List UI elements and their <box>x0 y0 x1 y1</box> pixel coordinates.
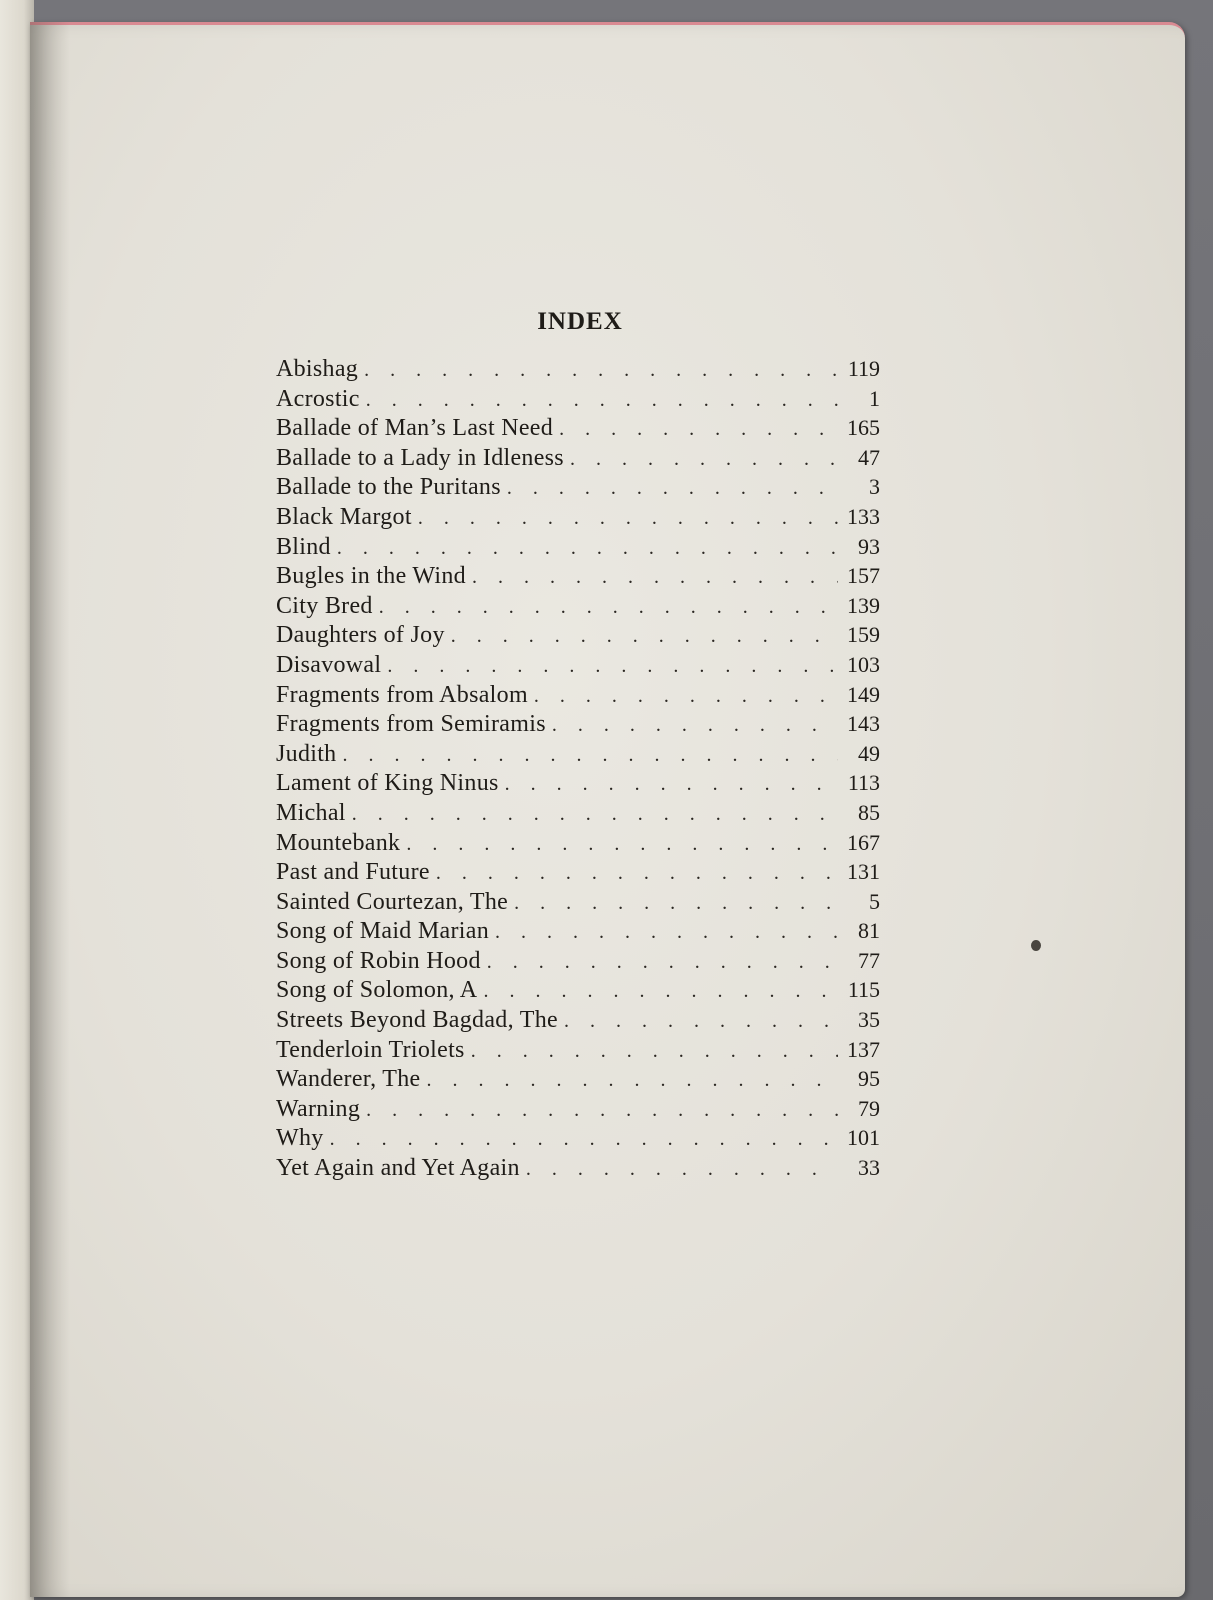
index-heading: INDEX <box>537 308 623 335</box>
dot-leader <box>552 714 838 737</box>
entry-title: Blind <box>276 533 331 560</box>
dot-leader <box>451 625 838 648</box>
dot-leader <box>364 359 838 382</box>
entry-title: Michal <box>276 799 346 826</box>
entry-page-number: 93 <box>858 533 880 559</box>
index-entry <box>276 682 880 712</box>
index-list <box>276 356 880 1185</box>
entry-page-number: 165 <box>847 415 880 441</box>
entry-title: Ballade of Man’s Last Need <box>276 415 554 442</box>
entry-title: Fragments from Semiramis <box>276 711 546 738</box>
entry-title: Yet Again and Yet Again <box>276 1155 520 1182</box>
index-entry <box>276 741 880 771</box>
entry-title: Why <box>276 1125 324 1152</box>
entry-page-number: 77 <box>858 947 880 973</box>
entry-title: Black Margot <box>276 503 412 530</box>
dot-leader <box>330 1128 838 1151</box>
entry-title: Tenderloin Triolets <box>276 1036 465 1063</box>
index-entry <box>276 711 880 741</box>
entry-title: Warning <box>276 1095 361 1122</box>
entry-page-number: 149 <box>847 681 880 707</box>
entry-title: Wanderer, The <box>276 1066 421 1093</box>
entry-title: Daughters of Joy <box>276 622 445 649</box>
entry-page-number: 167 <box>847 829 880 855</box>
entry-page-number: 157 <box>847 563 880 589</box>
entry-title: Bugles in the Wind <box>276 563 466 590</box>
entry-page-number: 137 <box>847 1036 880 1062</box>
entry-title: Sainted Courtezan, The <box>276 888 509 915</box>
entry-title: Acrostic <box>276 385 360 412</box>
index-entry <box>276 652 880 682</box>
entry-page-number: 101 <box>847 1125 880 1151</box>
index-entry <box>276 918 880 948</box>
entry-title: Ballade to the Puritans <box>276 474 501 501</box>
dot-leader <box>487 951 838 974</box>
entry-page-number: 5 <box>869 888 880 914</box>
dot-leader <box>514 892 838 915</box>
index-entry <box>276 445 880 475</box>
dot-leader <box>471 1040 838 1063</box>
index-entry <box>276 622 880 652</box>
index-entry <box>276 859 880 889</box>
entry-page-number: 81 <box>858 918 880 944</box>
dot-leader <box>342 744 838 767</box>
entry-title: Lament of King Ninus <box>276 770 499 797</box>
dot-leader <box>472 566 838 589</box>
dot-leader <box>406 833 838 856</box>
entry-title: Ballade to a Lady in Idleness <box>276 444 564 471</box>
dot-leader <box>427 1069 839 1092</box>
entry-page-number: 139 <box>847 592 880 618</box>
index-entry <box>276 830 880 860</box>
index-entry <box>276 770 880 800</box>
dot-leader <box>564 1010 838 1033</box>
entry-title: Fragments from Absalom <box>276 681 528 708</box>
index-entry <box>276 889 880 919</box>
dot-leader <box>379 596 838 619</box>
dot-leader <box>337 537 838 560</box>
entry-page-number: 133 <box>847 503 880 529</box>
dot-leader <box>526 1158 838 1181</box>
dot-leader <box>418 507 838 530</box>
entry-title: Mountebank <box>276 829 401 856</box>
index-entry <box>276 1066 880 1096</box>
index-entry <box>276 474 880 504</box>
index-entry <box>276 800 880 830</box>
entry-page-number: 115 <box>847 977 880 1003</box>
dot-leader <box>436 862 838 885</box>
entry-page-number: 79 <box>858 1095 880 1121</box>
entry-page-number: 119 <box>847 356 880 381</box>
entry-page-number: 143 <box>847 711 880 737</box>
index-entry <box>276 386 880 416</box>
entry-page-number: 85 <box>858 799 880 825</box>
entry-title: Past and Future <box>276 859 430 886</box>
entry-page-number: 113 <box>847 770 880 796</box>
dot-leader <box>534 685 838 708</box>
entry-title: City Bred <box>276 592 373 619</box>
index-entry <box>276 356 880 386</box>
facing-page-edge <box>0 0 34 1600</box>
paper-speck <box>1031 940 1041 951</box>
index-entry <box>276 593 880 623</box>
entry-page-number: 33 <box>858 1155 880 1181</box>
index-entry <box>276 504 880 534</box>
dot-leader <box>483 980 838 1003</box>
entry-page-number: 131 <box>847 859 880 885</box>
entry-page-number: 1 <box>869 385 880 411</box>
index-entry <box>276 977 880 1007</box>
dot-leader <box>507 477 838 500</box>
entry-title: Song of Solomon, A <box>276 977 478 1004</box>
index-entry <box>276 415 880 445</box>
dot-leader <box>559 418 838 441</box>
index-entry <box>276 1096 880 1126</box>
entry-title: Disavowal <box>276 651 382 678</box>
entry-page-number: 35 <box>858 1007 880 1033</box>
index-entry <box>276 948 880 978</box>
entry-title: Judith <box>276 740 337 767</box>
entry-page-number: 95 <box>858 1066 880 1092</box>
dot-leader <box>352 803 838 826</box>
dot-leader <box>366 1099 838 1122</box>
dot-leader <box>366 389 838 412</box>
dot-leader <box>570 448 838 471</box>
entry-page-number: 159 <box>847 622 880 648</box>
entry-page-number: 103 <box>847 651 880 677</box>
index-entry <box>276 1037 880 1067</box>
dot-leader <box>505 773 838 796</box>
entry-page-number: 3 <box>869 474 880 500</box>
dot-leader <box>387 655 838 678</box>
entry-title: Song of Robin Hood <box>276 947 481 974</box>
entry-page-number: 49 <box>858 740 880 766</box>
entry-title: Streets Beyond Bagdad, The <box>276 1007 558 1034</box>
dot-leader <box>495 921 838 944</box>
entry-page-number: 47 <box>858 444 880 470</box>
index-entry <box>276 1007 880 1037</box>
entry-title: Song of Maid Marian <box>276 918 490 945</box>
index-entry <box>276 563 880 593</box>
index-entry <box>276 1125 880 1155</box>
index-entry <box>276 534 880 564</box>
index-entry <box>276 1155 880 1185</box>
gutter-shadow <box>30 22 70 1597</box>
entry-title: Abishag <box>276 356 359 382</box>
